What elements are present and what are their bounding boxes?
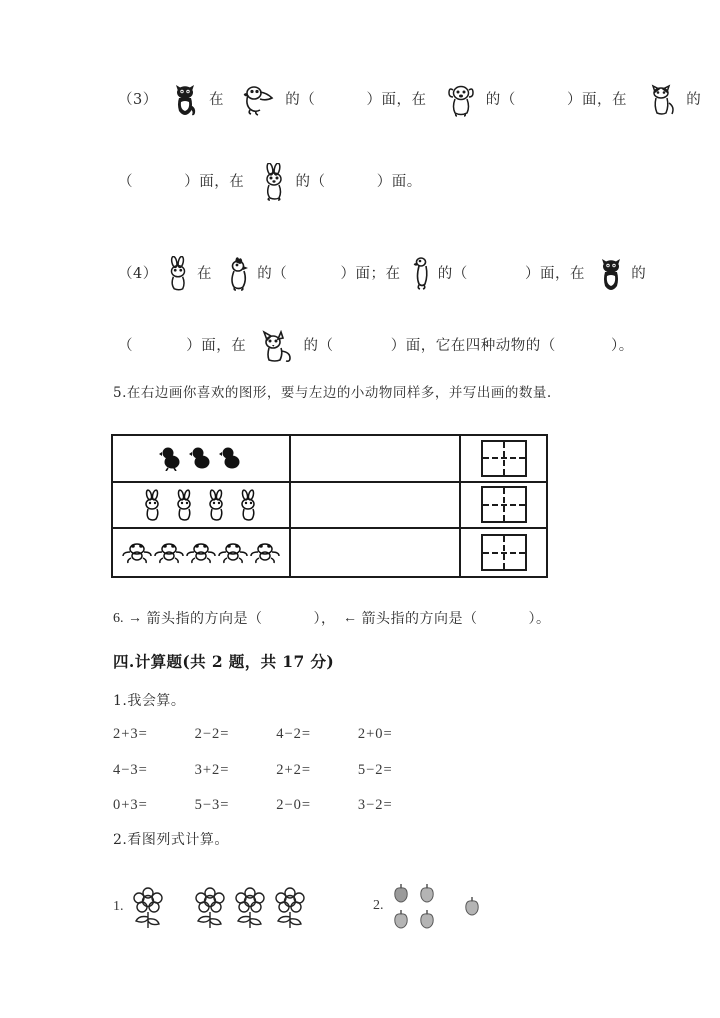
q4-text-i: 的（ xyxy=(303,337,334,354)
q6-text-c: 箭头指的方向是（ xyxy=(361,611,478,627)
rabbit-icon xyxy=(260,163,288,201)
tianzi-grid-icon xyxy=(481,534,527,571)
calc-problem[interactable]: 3+2= xyxy=(194,762,230,778)
q4-text-a: 在 xyxy=(196,265,212,282)
calc1-row-2 xyxy=(113,762,436,779)
calc-problem[interactable]: 3−2= xyxy=(357,797,393,813)
rooster-icon xyxy=(224,256,252,292)
table-cell-animals xyxy=(113,483,291,528)
arrow-left-icon: ← xyxy=(343,611,357,626)
flower-icon xyxy=(230,885,270,929)
q4-text-b: 的（ xyxy=(257,265,288,282)
q6-text-b: ）， xyxy=(313,611,336,627)
q3-text-g: （ xyxy=(118,173,133,190)
calc-problem[interactable]: 2+3= xyxy=(113,726,148,742)
flower-group-b xyxy=(190,885,310,929)
table-cell-count[interactable] xyxy=(461,483,546,528)
arrow-right-icon: → xyxy=(128,611,142,626)
apple-icon xyxy=(462,896,482,916)
question-3-line-2 xyxy=(118,163,422,201)
q4-text-d: 的（ xyxy=(437,265,468,282)
calc2-problem-1 xyxy=(113,885,310,929)
question-6 xyxy=(113,612,551,626)
rabbit-icon xyxy=(236,489,262,521)
q3-number: （3） xyxy=(118,91,158,108)
q3-text-h: ）面，在 xyxy=(184,173,245,190)
q6-number: 6. xyxy=(113,611,124,626)
duck-icon xyxy=(242,83,276,117)
q4-text-g: （ xyxy=(118,337,133,354)
q3-text-d: 的（ xyxy=(485,91,516,108)
fox-icon xyxy=(260,330,296,362)
frog-icon xyxy=(250,541,280,565)
table-row xyxy=(113,529,546,576)
dog-icon xyxy=(446,83,476,117)
q6-text-a: 箭头指的方向是（ xyxy=(146,611,263,627)
apple-icon xyxy=(417,909,437,929)
table-cell-draw-area[interactable] xyxy=(291,529,461,576)
table-cell-count[interactable] xyxy=(461,529,546,576)
chick-icon xyxy=(159,445,183,471)
calc2-title: 2.看图列式计算。 xyxy=(113,832,229,848)
rabbit-icon xyxy=(140,489,166,521)
calc-problem[interactable]: 4−2= xyxy=(276,726,312,742)
calc-problem[interactable]: 0+3= xyxy=(113,797,148,813)
apple-group-a xyxy=(388,880,440,932)
q3-text-e: ）面，在 xyxy=(566,91,627,108)
calc-problem[interactable]: 2−2= xyxy=(194,726,230,742)
chick-icon xyxy=(189,445,213,471)
q3-text-b: 的（ xyxy=(285,91,316,108)
calc-problem[interactable]: 2+0= xyxy=(357,726,393,742)
table-cell-draw-area[interactable] xyxy=(291,483,461,528)
table-row xyxy=(113,483,546,530)
rabbit-icon xyxy=(204,489,230,521)
calc1-title: 1.我会算。 xyxy=(113,693,186,709)
cat-icon xyxy=(597,257,625,291)
cat-sitting-icon xyxy=(647,83,677,117)
q4-text-f: 的 xyxy=(631,265,647,282)
rabbit-icon xyxy=(172,489,198,521)
apple-icon xyxy=(391,883,411,903)
q3-text-j: ）面。 xyxy=(376,173,422,190)
chick-icon xyxy=(219,445,243,471)
calc-problem[interactable]: 2+2= xyxy=(276,762,312,778)
question-5-prompt: 5.在右边画你喜欢的图形，要与左边的小动物同样多，并写出画的数量. xyxy=(113,385,552,401)
calc1-row-1 xyxy=(113,726,436,743)
frog-icon xyxy=(154,541,184,565)
q3-text-a: 在 xyxy=(208,91,224,108)
question-3-line-1 xyxy=(118,83,701,117)
q4-number: （4） xyxy=(118,265,158,282)
tianzi-grid-icon xyxy=(481,486,527,523)
q6-text-d: ）。 xyxy=(528,611,551,627)
table-cell-animals xyxy=(113,436,291,481)
tianzi-grid-icon xyxy=(481,440,527,477)
calc2-problem-2-label: 2. xyxy=(373,898,384,913)
flower-icon xyxy=(190,885,230,929)
q4-text-h: ）面，在 xyxy=(186,337,247,354)
question-4-line-2 xyxy=(118,330,634,362)
calc-problem[interactable]: 5−2= xyxy=(357,762,393,778)
q4-text-e: ）面，在 xyxy=(524,265,585,282)
frog-icon xyxy=(186,541,216,565)
table-cell-animals xyxy=(113,529,291,576)
duck-icon xyxy=(410,255,432,293)
section-heading-4: 四.计算题(共 2 题，共 17 分) xyxy=(113,652,335,671)
table-cell-draw-area[interactable] xyxy=(291,436,461,481)
apple-icon xyxy=(391,909,411,929)
q3-text-c: ）面，在 xyxy=(366,91,427,108)
calc-problem[interactable]: 4−3= xyxy=(113,762,148,778)
table-row xyxy=(113,436,546,483)
frog-icon xyxy=(122,541,152,565)
calc2-problem-2 xyxy=(373,880,482,932)
flower-icon xyxy=(128,885,168,929)
calc2-problem-1-label: 1. xyxy=(113,899,124,914)
q4-text-j: ）面，它在四种动物的（ xyxy=(390,337,556,354)
calc1-row-3 xyxy=(113,797,436,814)
cat-icon xyxy=(171,83,199,117)
counting-table xyxy=(111,434,548,578)
calc-problem[interactable]: 5−3= xyxy=(194,797,230,813)
frog-icon xyxy=(218,541,248,565)
q3-text-f: 的 xyxy=(686,91,702,108)
q4-text-k: ）。 xyxy=(611,337,634,354)
rabbit-icon xyxy=(165,256,191,292)
calc-problem[interactable]: 2−0= xyxy=(276,797,312,813)
apple-icon xyxy=(417,883,437,903)
table-cell-count[interactable] xyxy=(461,436,546,481)
flower-icon xyxy=(270,885,310,929)
q4-text-c: ）面；在 xyxy=(340,265,401,282)
question-4-line-1 xyxy=(118,255,646,293)
flower-group-a xyxy=(128,885,168,929)
q3-text-i: 的（ xyxy=(295,173,326,190)
